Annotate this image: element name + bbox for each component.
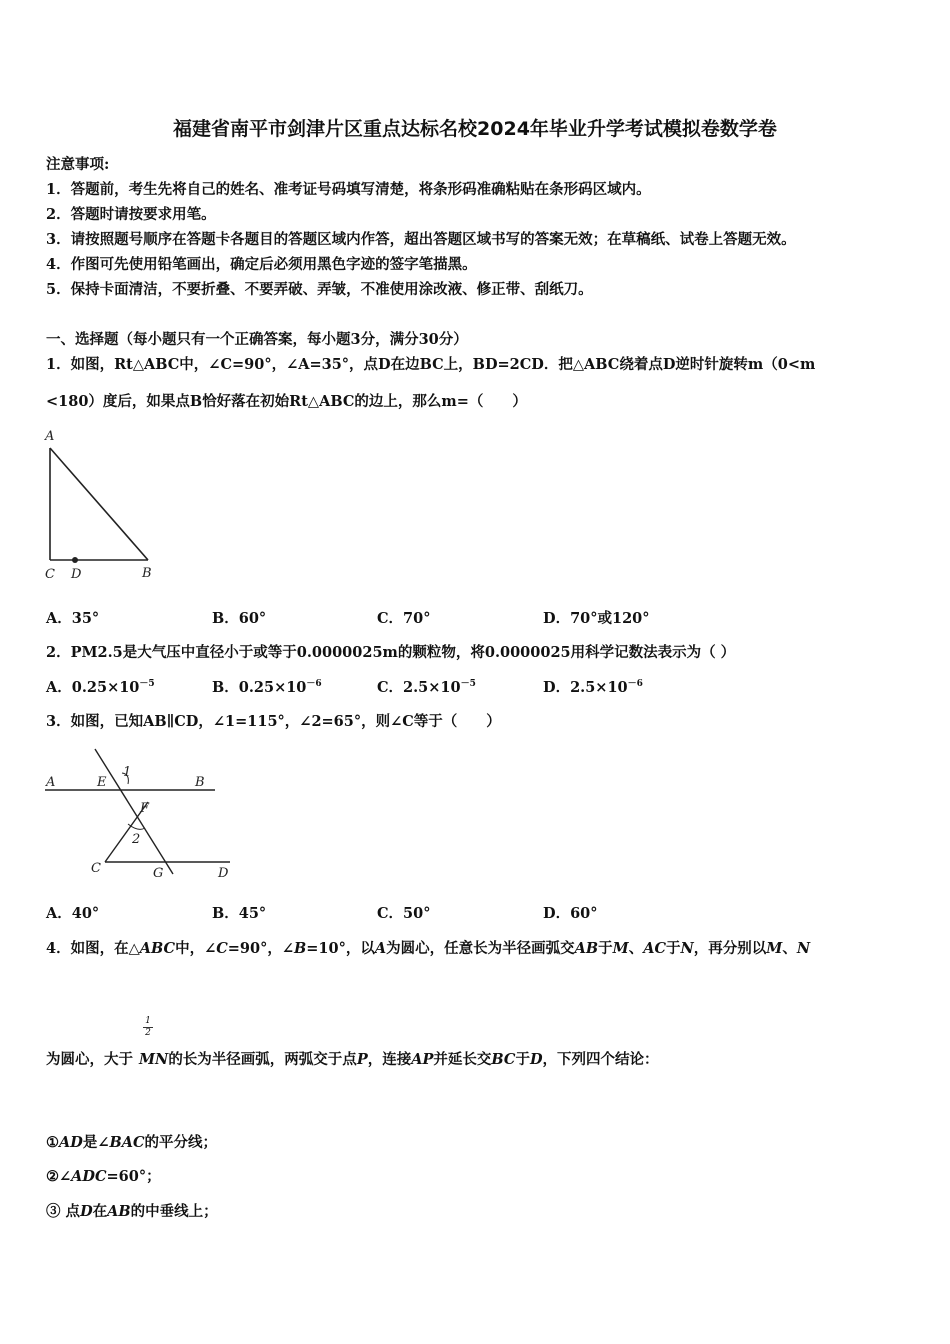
label-a: A bbox=[46, 775, 56, 790]
conclusion-2: ②∠ADC=60°； bbox=[46, 1168, 161, 1185]
label-e: E bbox=[97, 775, 107, 790]
label-d: D bbox=[218, 866, 229, 881]
label-f: F bbox=[140, 801, 150, 816]
label-b: B bbox=[142, 566, 152, 581]
label-g: G bbox=[153, 866, 164, 881]
question-1-line1: 1．如图，Rt△ABC中，∠C=90°，∠A=35°，点D在边BC上，BD=2CD．把△ABC绕着点D逆时针旋转m（0<m bbox=[46, 356, 816, 373]
option-c[interactable]: C．50° bbox=[377, 905, 431, 922]
option-b[interactable]: B．45° bbox=[212, 905, 267, 922]
question-2-text: 2．PM2.5是大气压中直径小于或等于0.0000025m的颗粒物，将0.0000025用科学记数法表示为（ ） bbox=[46, 644, 736, 661]
conclusion-1: ①AD是∠BAC的平分线； bbox=[46, 1134, 218, 1151]
option-c[interactable]: C．$2.5\times 10^{-5}$ bbox=[377, 679, 476, 696]
fraction-half: 1 2 bbox=[143, 1016, 153, 1039]
option-a[interactable]: A．$0.25\times 10^{-5}$ bbox=[46, 679, 155, 696]
notice-item: 5．保持卡面清洁，不要折叠、不要弄破、弄皱，不准使用涂改液、修正带、刮纸刀。 bbox=[46, 281, 593, 298]
notice-item: 4．作图可先使用铅笔画出，确定后必须用黑色字迹的签字笔描黑。 bbox=[46, 256, 477, 273]
option-b[interactable]: B．60° bbox=[212, 610, 267, 627]
option-b[interactable]: B．$0.25\times 10^{-6}$ bbox=[212, 679, 322, 696]
label-c: C bbox=[45, 567, 55, 582]
triangle-figure bbox=[40, 428, 160, 588]
option-d[interactable]: D．$2.5\times 10^{-6}$ bbox=[543, 679, 643, 696]
label-b: B bbox=[195, 775, 205, 790]
option-a[interactable]: A．40° bbox=[46, 905, 100, 922]
notice-heading: 注意事项: bbox=[46, 156, 110, 173]
label-d: D bbox=[71, 567, 82, 582]
label-2: 2 bbox=[132, 832, 141, 847]
label-1: 1 bbox=[123, 765, 132, 780]
label-c: C bbox=[91, 861, 101, 876]
notice-item: 2．答题时请按要求用笔。 bbox=[46, 206, 216, 223]
conclusion-3: ③ 点D在AB的中垂线上； bbox=[46, 1203, 218, 1220]
question-4-line1: 4．如图，在△ABC中，∠C=90°，∠B=10°，以A为圆心，任意长为半径画弧交AB于M、AC于N，再分别以M、N bbox=[46, 940, 811, 957]
question-3-text: 3．如图，已知AB∥CD，∠1=115°，∠2=65°，则∠C等于（ ） bbox=[46, 713, 501, 730]
option-c[interactable]: C．70° bbox=[377, 610, 431, 627]
question-4-line2: 为圆心，大于 MN的长为半径画弧，两弧交于点P，连接AP并延长交BC于D，下列四个结论： bbox=[46, 1051, 659, 1068]
option-a[interactable]: A．35° bbox=[46, 610, 100, 627]
option-d[interactable]: D．70°或120° bbox=[543, 610, 650, 627]
page-title: 福建省南平市剑津片区重点达标名校2024年毕业升学考试模拟卷数学卷 bbox=[173, 118, 777, 140]
notice-item: 1．答题前，考生先将自己的姓名、准考证号码填写清楚，将条形码准确粘贴在条形码区域内。 bbox=[46, 181, 651, 198]
section-heading: 一、选择题（每小题只有一个正确答案，每小题3分，满分30分） bbox=[46, 331, 468, 348]
parallel-lines-figure bbox=[40, 744, 240, 884]
option-d[interactable]: D．60° bbox=[543, 905, 598, 922]
label-a: A bbox=[45, 429, 55, 444]
notice-item: 3．请按照题号顺序在答题卡各题目的答题区域内作答，超出答题区域书写的答案无效；在草稿纸、试卷上答题无效。 bbox=[46, 231, 796, 248]
question-1-line2: <180）度后，如果点B恰好落在初始Rt△ABC的边上，那么m=（ ） bbox=[46, 393, 527, 410]
